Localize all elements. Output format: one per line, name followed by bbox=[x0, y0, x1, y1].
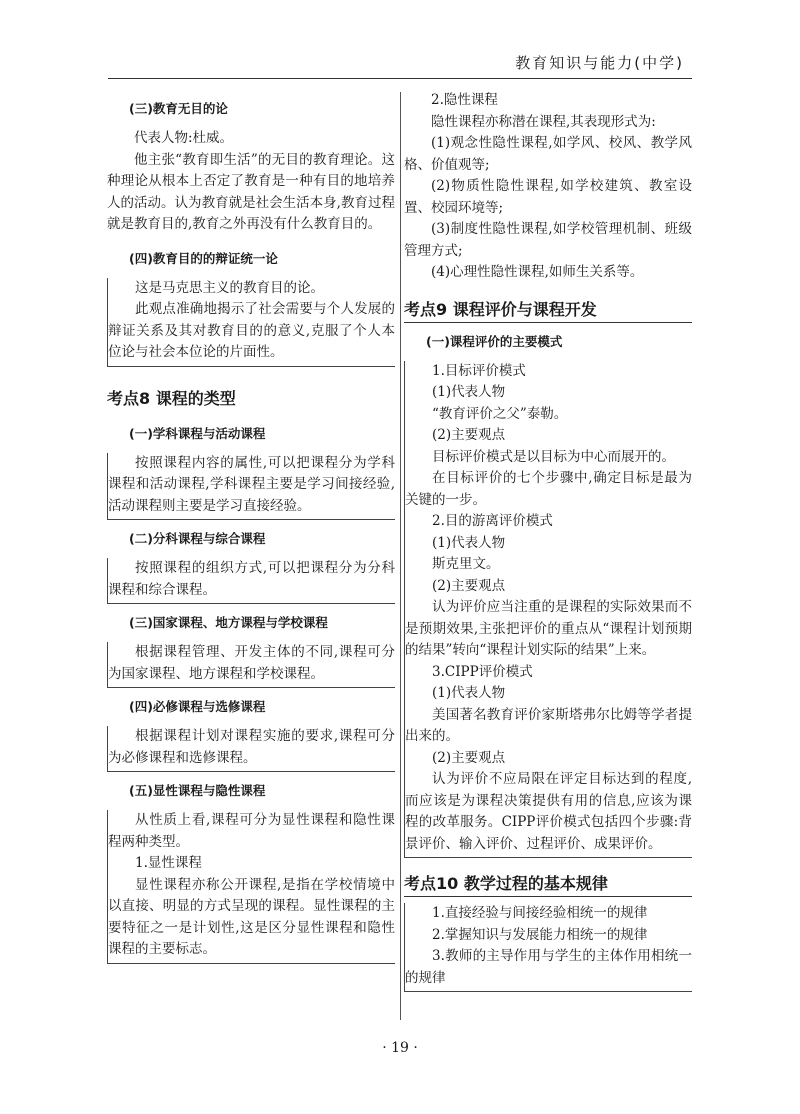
paragraph: 美国著名教育评价家斯塔弗尔比姆等学者提出来的。 bbox=[405, 706, 692, 744]
topic-heading: 考点10 教学过程的基本规律 bbox=[404, 872, 692, 897]
note-box bbox=[404, 361, 692, 859]
section-heading: (一)学科课程与活动课程 bbox=[129, 425, 266, 441]
paragraph: 按照课程的组织方式,可以把课程分为分科课程和综合课程。 bbox=[108, 560, 395, 598]
note-box bbox=[107, 558, 395, 604]
list-item: 1.显性课程 bbox=[135, 855, 202, 871]
note-box bbox=[107, 726, 395, 772]
note-box bbox=[107, 642, 395, 688]
paragraph: 从性质上看,课程可分为显性课程和隐性课程两种类型。 bbox=[108, 812, 395, 850]
header-title: 教育知识与能力(中学) bbox=[515, 54, 684, 72]
section-heading: (四)必修课程与选修课程 bbox=[129, 699, 266, 714]
right-column bbox=[404, 90, 692, 992]
list-item: 1.目标评价模式 bbox=[432, 362, 526, 379]
list-item: 2.掌握知识与发展能力相统一的规律 bbox=[432, 926, 648, 943]
paragraph: 在目标评价的七个步骤中,确定目标是最为关键的一步。 bbox=[405, 470, 692, 508]
list-item: (3)制度性隐性课程,如学校管理机制、班级管理方式; bbox=[404, 221, 692, 259]
paragraph: 这是马克思主义的教育目的论。 bbox=[135, 279, 324, 296]
list-item: (4)心理性隐性课程,如师生关系等。 bbox=[431, 264, 644, 280]
paragraph: 斯克里文。 bbox=[432, 556, 500, 572]
list-item: (2)主要观点 bbox=[432, 427, 506, 443]
list-item: (1)观念性隐性课程,如学风、校风、教学风格、价值观等; bbox=[404, 135, 692, 173]
list-item: 2.目的游离评价模式 bbox=[432, 513, 553, 529]
section-heading: (三)国家课程、地方课程与学校课程 bbox=[129, 615, 328, 630]
page-number: · 19 · bbox=[382, 1040, 418, 1056]
section-heading: (三)教育无目的论 bbox=[129, 101, 228, 116]
note-box bbox=[107, 278, 395, 367]
paragraph: 按照课程内容的属性,可以把课程分为学科课程和活动课程,学科课程主要是学习间接经验,活动课程则主要是学习直接经验。 bbox=[108, 454, 395, 514]
running-header bbox=[108, 50, 692, 79]
note-box bbox=[107, 810, 395, 964]
paragraph: 根据课程管理、开发主体的不同,课程可分为国家课程、地方课程和学校课程。 bbox=[108, 644, 395, 682]
list-item: (1)代表人物 bbox=[432, 384, 506, 400]
section-heading: (一)课程评价的主要模式 bbox=[426, 333, 563, 349]
section-heading: (四)教育目的的辩证统一论 bbox=[129, 250, 278, 266]
paragraph: 此观点准确地揭示了社会需要与个人发展的辩证关系及其对教育目的的意义,克服了个人本位论与社会本位论的片面性。 bbox=[108, 301, 395, 360]
note-box bbox=[107, 453, 395, 521]
topic-heading: 考点9 课程评价与课程开发 bbox=[404, 298, 692, 323]
column-divider bbox=[400, 92, 401, 1020]
list-item: (2)物质性隐性课程,如学校建筑、教室设置、校园环境等; bbox=[404, 178, 692, 216]
note-box bbox=[404, 903, 692, 992]
paragraph: 他主张“教育即生活”的无目的教育理论。这种理论从根本上否定了教育是一种有目的地培养人的活动。认为教育就是社会生活本身,教育过程就是教育目的,教育之外再没有什么教育目的。 bbox=[107, 151, 395, 232]
topic-heading: 考点8 课程的类型 bbox=[107, 388, 236, 408]
section-heading: (二)分科课程与综合课程 bbox=[129, 531, 266, 546]
paragraph: 目标评价模式是以目标为中心而展开的。 bbox=[432, 448, 675, 465]
paragraph: 隐性课程亦称潜在课程,其表现形式为: bbox=[431, 113, 656, 130]
list-item: 3.教师的主导作用与学生的主体作用相统一的规律 bbox=[405, 948, 692, 986]
paragraph: “教育评价之父”泰勒。 bbox=[432, 405, 568, 422]
list-item: (2)主要观点 bbox=[432, 749, 506, 766]
paragraph: 代表人物:杜威。 bbox=[134, 130, 234, 146]
paragraph: 根据课程计划对课程实施的要求,课程可分为必修课程和选修课程。 bbox=[108, 728, 395, 766]
list-item: (2)主要观点 bbox=[432, 577, 506, 594]
list-item: 3.CIPP评价模式 bbox=[432, 663, 533, 680]
list-item: (1)代表人物 bbox=[432, 534, 506, 551]
left-column bbox=[107, 90, 395, 964]
list-item: (1)代表人物 bbox=[432, 685, 506, 701]
paragraph: 认为评价应当注重的是课程的实际效果而不是预期效果,主张把评价的重点从“课程计划预期的结果”转向“课程计划实际的结果”上来。 bbox=[405, 599, 692, 658]
list-item: 1.直接经验与间接经验相统一的规律 bbox=[432, 905, 648, 921]
paragraph: 认为评价不应局限在评定目标达到的程度,而应该是为课程决策提供有用的信息,应该为课程的改革服务。CIPP评价模式包括四个步骤:背景评价、输入评价、过程评价、成果评价。 bbox=[405, 771, 692, 852]
paragraph: 显性课程亦称公开课程,是指在学校情境中以直接、明显的方式呈现的课程。显性课程的主要特征之一是计划性,这是区分显性课程和隐性课程的主要标志。 bbox=[108, 876, 395, 957]
section-heading: (五)显性课程与隐性课程 bbox=[129, 783, 266, 798]
list-item: 2.隐性课程 bbox=[431, 92, 498, 108]
